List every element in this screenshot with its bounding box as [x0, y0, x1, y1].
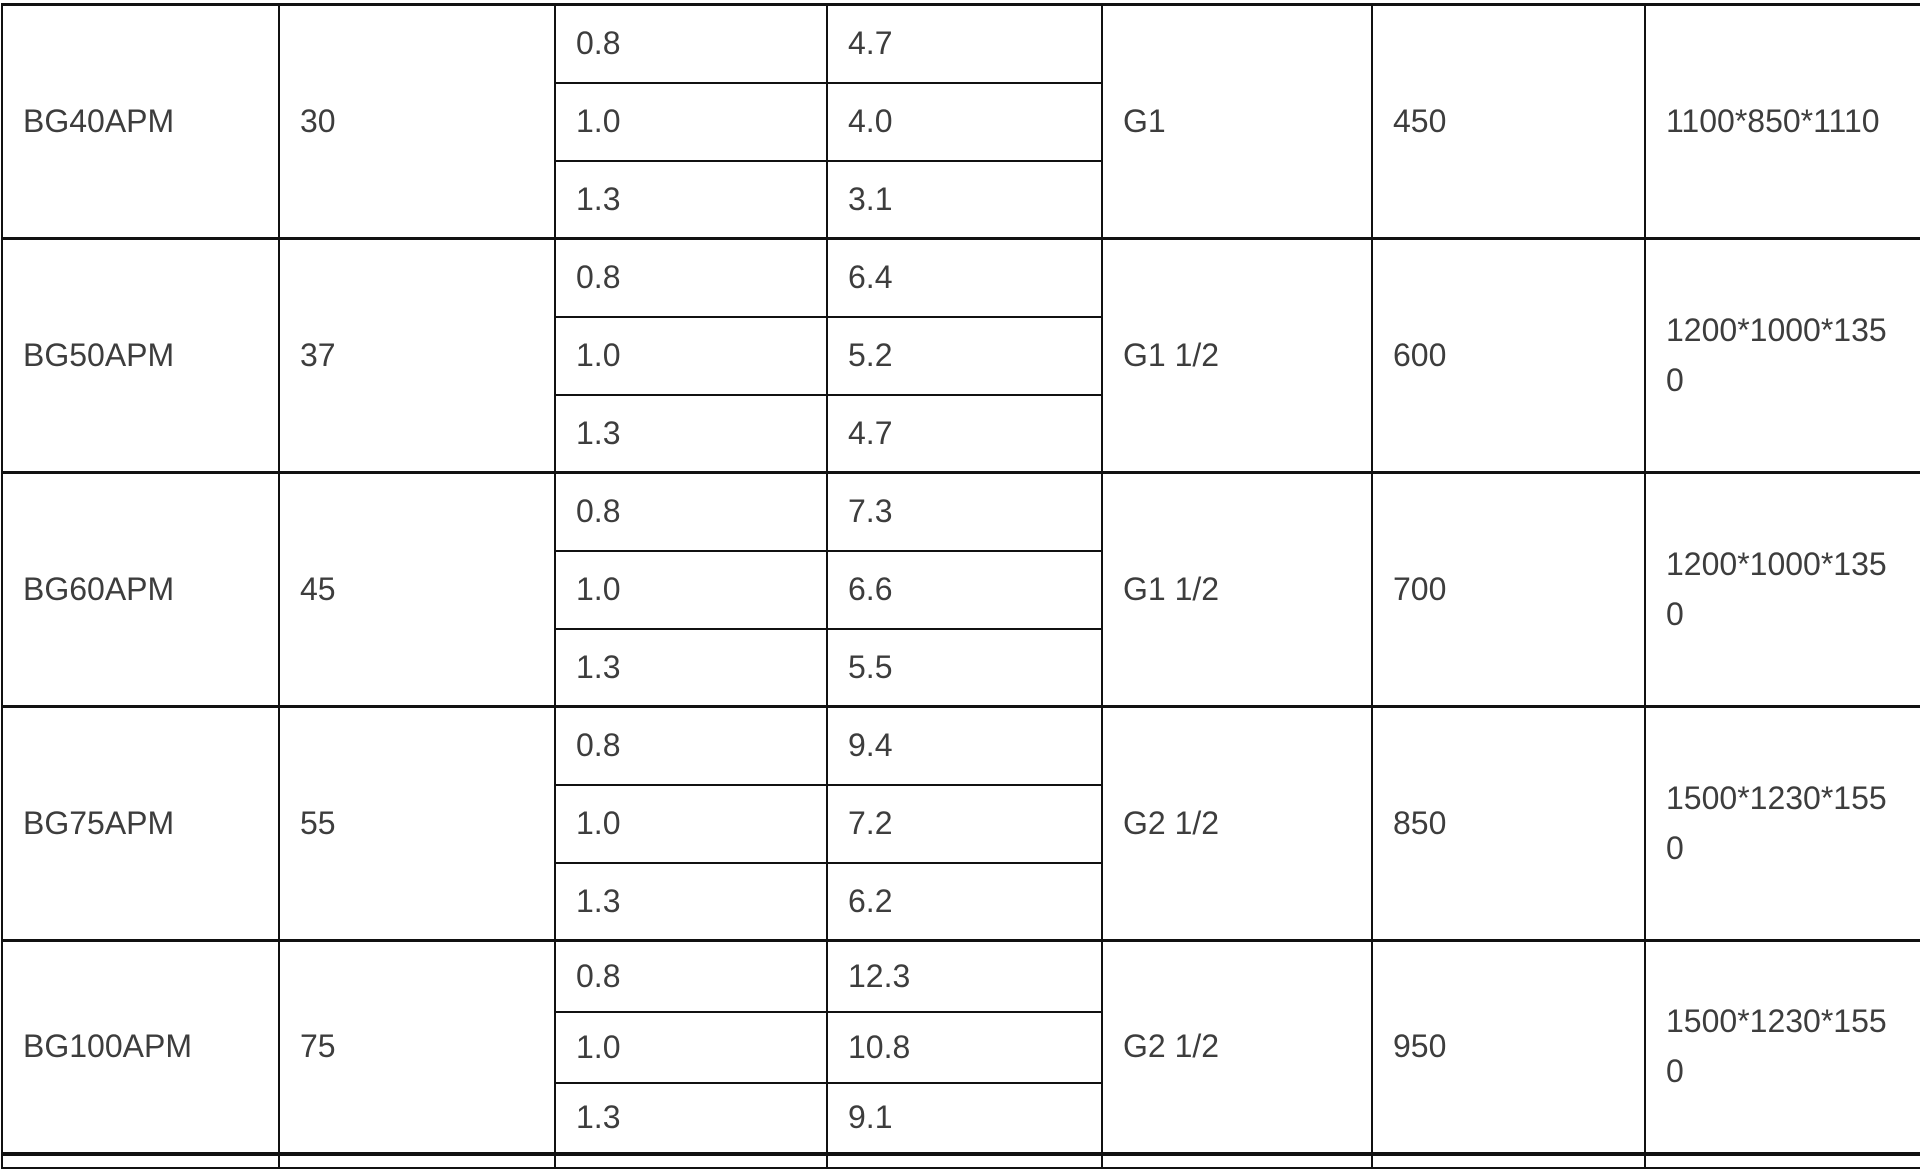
cell-model: BG60APM [2, 473, 279, 707]
cell-col2: 30 [279, 5, 555, 239]
dimensions-text: 1200*1000*1350 [1666, 545, 1887, 632]
cell-col6: 950 [1372, 941, 1645, 1154]
cell-col4: 4.0 [827, 83, 1102, 161]
cell-col3: 1.0 [555, 1012, 827, 1083]
cell-model: BG100APM [2, 941, 279, 1154]
cell-col4: 6.6 [827, 551, 1102, 629]
cell-col3: 1.0 [555, 83, 827, 161]
cell-col4: 9.4 [827, 707, 1102, 785]
cell-col3: 1.3 [555, 863, 827, 941]
cell-col3: 0.8 [555, 941, 827, 1012]
cell-col4: 10.8 [827, 1012, 1102, 1083]
dimensions-text: 1500*1230*1550 [1666, 779, 1887, 866]
cell-col3: 1.3 [555, 1083, 827, 1154]
cell-col5: G1 [1102, 5, 1372, 239]
cell-col4: 3.1 [827, 161, 1102, 239]
cell-dimensions [1645, 473, 1920, 707]
cell-col2: 55 [279, 707, 555, 941]
table-row-group [2, 5, 1920, 83]
cell-col3: 1.3 [555, 161, 827, 239]
cell-dimensions [1645, 941, 1920, 1154]
dimensions-text: 1100*850*1110 [1666, 102, 1880, 139]
cell-col2 [279, 1154, 555, 1168]
dimensions-text: 1500*1230*1550 [1666, 1003, 1887, 1089]
cell-col5 [1102, 1154, 1372, 1168]
table-row-group [2, 707, 1920, 785]
cell-col3: 1.3 [555, 395, 827, 473]
cell-col4: 5.5 [827, 629, 1102, 707]
cell-col4: 4.7 [827, 395, 1102, 473]
cell-col3: 1.3 [555, 629, 827, 707]
cell-dimensions [1645, 5, 1920, 239]
cell-col3 [555, 1154, 827, 1168]
cell-col6: 700 [1372, 473, 1645, 707]
cell-col4: 12.3 [827, 941, 1102, 1012]
cell-dimensions [1645, 707, 1920, 941]
cell-col4: 7.3 [827, 473, 1102, 551]
cell-col2: 75 [279, 941, 555, 1154]
table-row-partial [2, 1154, 1920, 1168]
cell-col6: 450 [1372, 5, 1645, 239]
cell-dimensions [1645, 1154, 1920, 1168]
table-row-group [2, 473, 1920, 551]
cell-col2: 45 [279, 473, 555, 707]
cell-col4: 5.2 [827, 317, 1102, 395]
cell-col4: 6.2 [827, 863, 1102, 941]
cell-model [2, 1154, 279, 1168]
cell-col2: 37 [279, 239, 555, 473]
table-row-group [2, 239, 1920, 317]
cell-col4: 9.1 [827, 1083, 1102, 1154]
cell-model: BG75APM [2, 707, 279, 941]
cell-col3: 1.0 [555, 551, 827, 629]
cell-col3: 1.0 [555, 317, 827, 395]
cell-model: BG40APM [2, 5, 279, 239]
cell-col4: 4.7 [827, 5, 1102, 83]
cell-col4: 7.2 [827, 785, 1102, 863]
cell-col4 [827, 1154, 1102, 1168]
cell-col3: 0.8 [555, 239, 827, 317]
cell-dimensions [1645, 239, 1920, 473]
cell-col5: G2 1/2 [1102, 707, 1372, 941]
cell-col3: 0.8 [555, 473, 827, 551]
spec-table [1, 3, 1920, 1169]
cell-col5: G1 1/2 [1102, 239, 1372, 473]
cell-col3: 0.8 [555, 707, 827, 785]
table-row-group [2, 941, 1920, 1012]
cell-col3: 1.0 [555, 785, 827, 863]
cell-model: BG50APM [2, 239, 279, 473]
cell-col3: 0.8 [555, 5, 827, 83]
cell-col4: 6.4 [827, 239, 1102, 317]
dimensions-text: 1200*1000*1350 [1666, 311, 1887, 398]
cell-col6 [1372, 1154, 1645, 1168]
cell-col5: G2 1/2 [1102, 941, 1372, 1154]
cell-col6: 850 [1372, 707, 1645, 941]
cell-col5: G1 1/2 [1102, 473, 1372, 707]
cell-col6: 600 [1372, 239, 1645, 473]
